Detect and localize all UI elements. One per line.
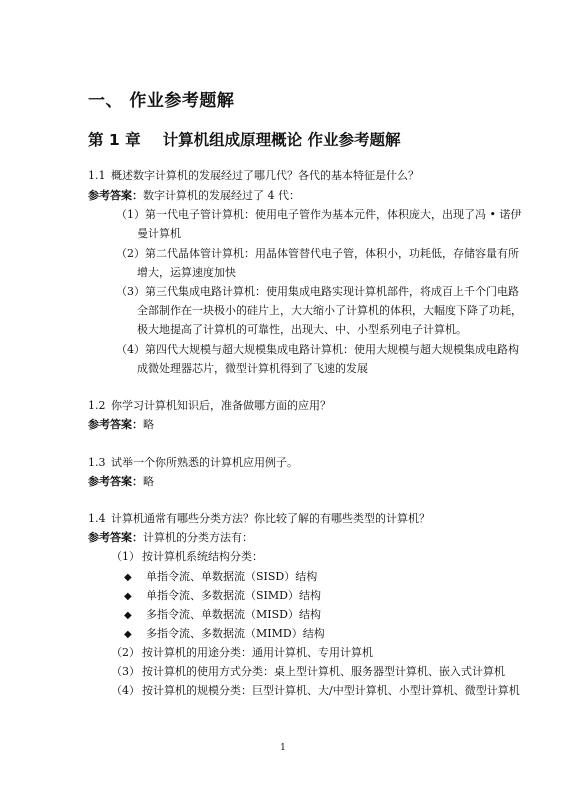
bullet-item [124,608,321,623]
item-text: 第四代大规模与超大规模集成电路计算机：使用大规模与超大规模集成电路构 [145,343,519,356]
list-item-continuation: 成微处理器芯片，微型计算机得到了飞速的发展 [137,362,368,375]
item-text: 第三代集成电路计算机：使用集成电路实现计算机部件，将成百上千个门电路 [145,285,519,298]
bullet-item [124,589,321,604]
page-number: 1 [280,743,286,753]
diamond-bullet-icon: ◆ [124,610,132,621]
list-item-continuation: 全部制作在一块极小的硅片上，大大缩小了计算机的体积，大幅度下降了功耗， [137,304,522,317]
list-item [116,285,519,299]
answer-text: 略 [143,418,154,431]
item-index: （3） [111,665,140,678]
item-text: 第一代电子管计算机：使用电子管作为基本元件，体积庞大，出现了冯 • 诺伊 [145,208,522,221]
question-number: 1.1 [88,169,106,182]
bullet-item [124,627,325,642]
answer-1-1 [88,189,300,203]
diamond-bullet-icon: ◆ [124,572,132,583]
answer-1-3 [88,475,154,489]
item-index: （2） [111,646,140,659]
chapter-number: 第 1 章 [88,131,141,149]
list-item [111,665,505,679]
answer-text: 略 [143,475,154,488]
chapter-name: 计算机组成原理概论 作业参考题解 [162,131,401,149]
answer-1-2 [88,418,154,432]
list-item [116,343,519,357]
question-number: 1.4 [88,512,106,525]
bullet-text: 单指令流、多数据流（SIMD）结构 [146,589,321,602]
bullet-text: 多指令流、单数据流（MISD）结构 [146,608,321,621]
list-item-continuation: 曼计算机 [137,227,181,240]
question-text: 你学习计算机知识后，准备做哪方面的应用？ [111,399,331,412]
list-item [116,247,519,261]
question-1-4 [88,512,430,526]
diamond-bullet-icon: ◆ [124,629,132,640]
item-index: （1） [111,550,140,563]
bullet-item [124,570,317,585]
question-text: 计算机通常有哪些分类方法？你比较了解的有哪些类型的计算机？ [111,512,430,525]
answer-text: 数字计算机的发展经过了 4 代： [143,189,300,202]
answer-label: 参考答案： [88,189,143,202]
question-1-3 [88,456,298,470]
item-index: （4） [111,684,140,697]
section-title: 一、 作业参考题解 [88,91,235,111]
list-item [111,684,520,698]
question-number: 1.2 [88,399,106,412]
list-item-continuation: 增大，运算速度加快 [137,266,236,279]
bullet-text: 多指令流、多数据流（MIMD）结构 [146,627,325,640]
list-item [116,208,521,222]
answer-label: 参考答案： [88,531,143,544]
question-1-2 [88,399,331,413]
bullet-text: 单指令流、单数据流（SISD）结构 [146,570,318,583]
question-number: 1.3 [88,456,106,469]
item-index: （3） [116,285,145,298]
item-text: 按计算机的用途分类：通用计算机、专用计算机 [142,646,373,659]
item-text: 按计算机系统结构分类： [142,550,263,563]
item-index: （1） [116,208,145,221]
item-index: （4） [116,343,145,356]
chapter-title [88,128,400,150]
question-1-1 [88,169,419,183]
diamond-bullet-icon: ◆ [124,591,132,602]
answer-text: 计算机的分类方法有： [143,531,253,544]
question-text: 试举一个你所熟悉的计算机应用例子。 [111,456,298,469]
list-item-continuation: 极大地提高了计算机的可靠性，出现大、中、小型系列电子计算机。 [137,323,467,336]
item-text: 第二代晶体管计算机：用晶体管替代电子管，体积小，功耗低，存储容量有所 [145,247,519,260]
list-item [111,550,263,564]
list-item [111,646,373,660]
item-text: 按计算机的规模分类：巨型计算机、大/中型计算机、小型计算机、微型计算机 [142,684,520,697]
item-text: 按计算机的使用方式分类：桌上型计算机、服务器型计算机、嵌入式计算机 [142,665,505,678]
answer-label: 参考答案： [88,475,143,488]
question-text: 概述数字计算机的发展经过了哪几代？各代的基本特征是什么？ [111,169,419,182]
answer-1-4 [88,531,253,545]
item-index: （2） [116,247,145,260]
answer-label: 参考答案： [88,418,143,431]
